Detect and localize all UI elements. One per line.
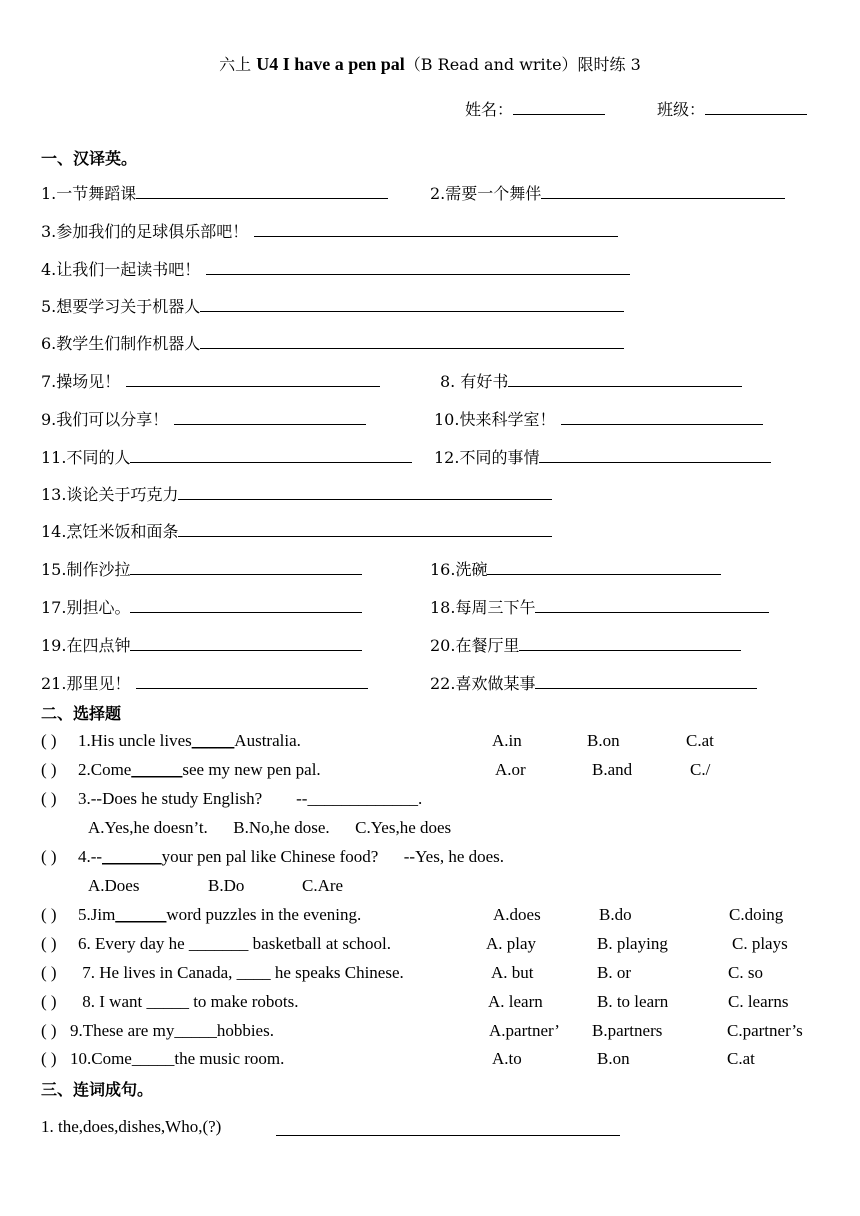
s1-item-20[interactable]: 20.在餐厅里 <box>430 633 741 656</box>
answer-paren[interactable]: ( ) <box>41 847 57 866</box>
mc-question-4 <box>0 847 860 873</box>
answer-paren[interactable]: ( ) <box>41 934 57 953</box>
option-c[interactable]: C.Are <box>302 876 344 895</box>
option-a[interactable]: A. play <box>486 934 537 953</box>
option-b[interactable]: B. to learn <box>597 992 669 1011</box>
class-field[interactable] <box>657 97 807 120</box>
answer-paren[interactable]: ( ) <box>41 992 57 1011</box>
s1-row-8 <box>0 445 860 471</box>
s1-row-3 <box>0 257 860 283</box>
name-label: 姓名： <box>465 100 514 119</box>
option-a[interactable]: A.in <box>492 731 522 750</box>
s1-row-4 <box>0 294 860 320</box>
option-a[interactable]: A.partner’ <box>489 1021 560 1040</box>
s1-item-3[interactable]: 3.参加我们的足球俱乐部吧！ <box>41 219 618 242</box>
s1-row-10 <box>0 519 860 545</box>
s1-item-19[interactable]: 19.在四点钟 <box>41 633 362 656</box>
s1-item-17[interactable]: 17.别担心。 <box>41 595 362 618</box>
mc-question-5 <box>0 905 860 931</box>
title-suffix: （B Read and write）限时练 3 <box>404 55 641 74</box>
s1-row-7 <box>0 407 860 433</box>
option-b[interactable]: B. playing <box>597 934 668 953</box>
s1-item-13[interactable]: 13.谈论关于巧克力 <box>41 482 552 505</box>
option-c[interactable]: C. learns <box>728 992 789 1011</box>
section3-heading: 三、连词成句。 <box>41 1080 154 1099</box>
name-blank[interactable] <box>513 98 605 115</box>
option-a[interactable]: A.to <box>492 1049 522 1068</box>
option-c[interactable]: C.partner’s <box>727 1021 803 1040</box>
s1-item-15[interactable]: 15.制作沙拉 <box>41 557 362 580</box>
s1-item-12[interactable]: 12.不同的事情 <box>434 445 771 468</box>
option-c[interactable]: C.at <box>686 731 714 750</box>
s1-item-6[interactable]: 6.教学生们制作机器人 <box>41 331 624 354</box>
title-unit: U4 I have a pen pal <box>256 54 405 74</box>
s1-item-5[interactable]: 5.想要学习关于机器人 <box>41 294 624 317</box>
question-text: 1.His uncle lives_____Australia. <box>78 731 301 750</box>
s1-item-9[interactable]: 9.我们可以分享！ <box>41 407 366 430</box>
s1-item-4[interactable]: 4.让我们一起读书吧！ <box>41 257 630 280</box>
s3-item-1 <box>0 1117 860 1143</box>
s1-row-9 <box>0 482 860 508</box>
option-a[interactable]: A. learn <box>488 992 543 1011</box>
answer-paren[interactable]: ( ) <box>41 760 57 779</box>
answer-paren[interactable]: ( ) <box>41 1049 57 1068</box>
s1-item-18[interactable]: 18.每周三下午 <box>430 595 769 618</box>
option-a[interactable]: A. but <box>491 963 534 982</box>
option-b[interactable]: B.and <box>592 760 633 779</box>
option-a[interactable]: A.or <box>495 760 526 779</box>
s1-item-8[interactable]: 8. 有好书 <box>440 369 742 392</box>
mc-question-3 <box>0 789 860 815</box>
mc-question-6 <box>0 934 860 960</box>
option-b[interactable]: B. or <box>597 963 631 982</box>
s1-item-2[interactable]: 2.需要一个舞伴 <box>430 181 785 204</box>
mc-question-9 <box>0 1021 860 1047</box>
s1-row-5 <box>0 331 860 357</box>
s1-row-13 <box>0 633 860 659</box>
option-a[interactable]: A.does <box>493 905 541 924</box>
question-text: 3.--Does he study English? --_____________. <box>78 789 423 808</box>
mc-question-10 <box>0 1049 860 1075</box>
s1-row-12 <box>0 595 860 621</box>
worksheet-title <box>0 52 860 75</box>
s1-item-21[interactable]: 21.那里见！ <box>41 671 368 694</box>
option-c[interactable]: C.at <box>727 1049 755 1068</box>
answer-line[interactable] <box>276 1119 620 1136</box>
s1-item-7[interactable]: 7.操场见！ <box>41 369 380 392</box>
mc-question-4-options <box>0 876 860 902</box>
mc-question-8 <box>0 992 860 1018</box>
title-prefix: 六上 <box>219 55 257 74</box>
section1-heading: 一、汉译英。 <box>41 149 138 168</box>
s1-item-16[interactable]: 16.洗碗 <box>430 557 721 580</box>
class-blank[interactable] <box>705 98 807 115</box>
s1-row-11 <box>0 557 860 583</box>
section2-heading: 二、选择题 <box>41 704 122 723</box>
s1-row-1 <box>0 181 860 207</box>
answer-paren[interactable]: ( ) <box>41 1021 57 1040</box>
question-text: 7. He lives in Canada, ____ he speaks Chinese. <box>78 963 404 982</box>
question-text: 8. I want _____ to make robots. <box>78 992 299 1011</box>
question-text: 6. Every day he _______ basketball at school. <box>78 934 392 953</box>
option-c[interactable]: C./ <box>690 760 711 779</box>
answer-paren[interactable]: ( ) <box>41 905 57 924</box>
s1-item-22[interactable]: 22.喜欢做某事 <box>430 671 757 694</box>
s1-row-2 <box>0 219 860 245</box>
s1-item-11[interactable]: 11.不同的人 <box>41 445 412 468</box>
scrambled-words: 1. the,does,dishes,Who,(?) <box>41 1117 222 1136</box>
option-c[interactable]: C. plays <box>732 934 788 953</box>
option-b[interactable]: B.on <box>587 731 620 750</box>
s1-row-14 <box>0 671 860 697</box>
answer-paren[interactable]: ( ) <box>41 963 57 982</box>
option-b[interactable]: B.partners <box>592 1021 663 1040</box>
mc-question-3-options <box>0 818 860 844</box>
question-text: 10.Come_____the music room. <box>70 1049 285 1068</box>
s1-row-6 <box>0 369 860 395</box>
mc-question-1 <box>0 731 860 757</box>
s1-item-1[interactable]: 1.一节舞蹈课 <box>41 181 388 204</box>
s1-item-14[interactable]: 14.烹饪米饭和面条 <box>41 519 552 542</box>
mc-question-7 <box>0 963 860 989</box>
option-b[interactable]: B.on <box>597 1049 630 1068</box>
option-a[interactable]: A.Does <box>88 876 140 895</box>
option-c[interactable]: C.doing <box>729 905 784 924</box>
options-line[interactable]: A.Yes,he doesn’t. B.No,he dose. C.Yes,he does <box>88 818 452 837</box>
question-text: 9.These are my_____hobbies. <box>70 1021 274 1040</box>
option-b[interactable]: B.Do <box>208 876 245 895</box>
option-c[interactable]: C. so <box>728 963 763 982</box>
class-label: 班级： <box>657 100 706 119</box>
answer-paren[interactable]: ( ) <box>41 789 57 808</box>
question-text: 5.Jim______word puzzles in the evening. <box>78 905 362 924</box>
question-text: 4.--_______your pen pal like Chinese food? --Yes, he does. <box>78 847 505 866</box>
answer-paren[interactable]: ( ) <box>41 731 57 750</box>
name-field[interactable] <box>465 97 605 120</box>
option-b[interactable]: B.do <box>599 905 632 924</box>
mc-question-2 <box>0 760 860 786</box>
s1-item-10[interactable]: 10.快来科学室！ <box>434 407 763 430</box>
question-text: 2.Come______see my new pen pal. <box>78 760 321 779</box>
